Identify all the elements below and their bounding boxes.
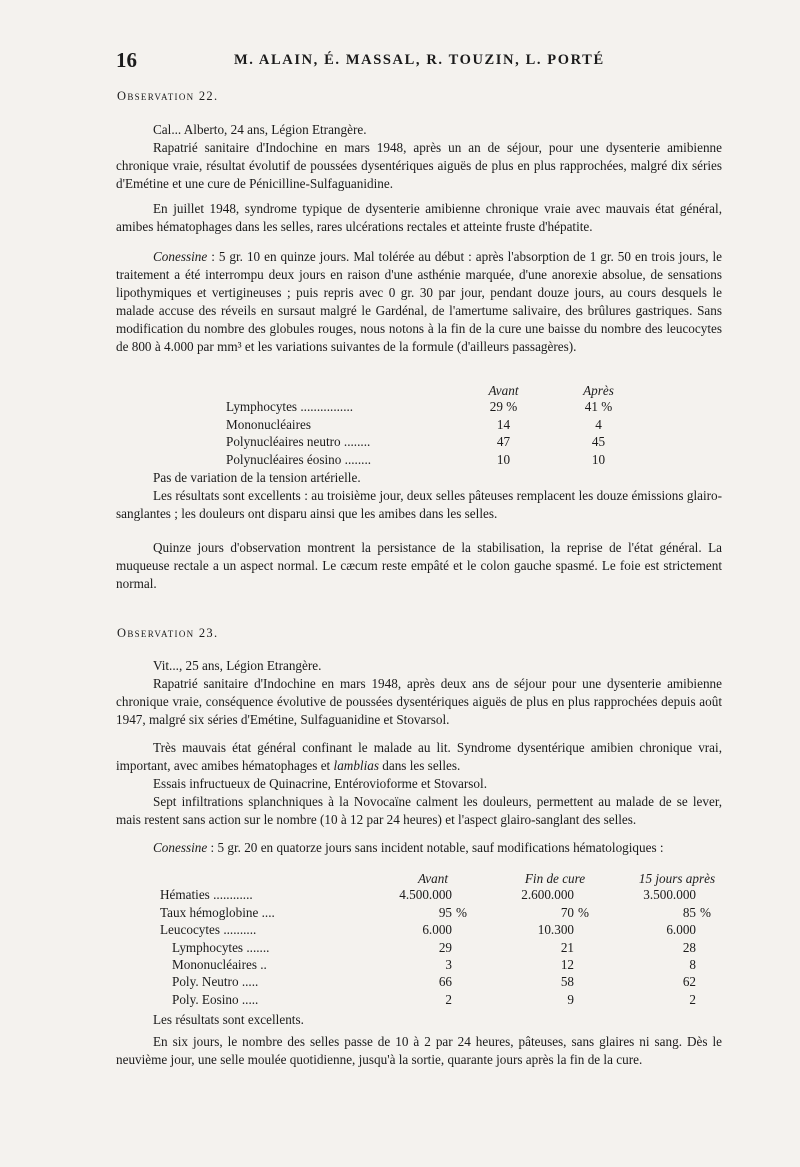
cell-after: 28: [682, 939, 696, 955]
running-head-authors: M. ALAIN, É. MASSAL, R. TOUZIN, L. PORTÉ: [234, 52, 605, 68]
col-before: Avant: [488, 382, 519, 398]
row-label: Lymphocytes ................: [226, 399, 354, 415]
cell-after: 6.000: [666, 922, 696, 938]
cell-end: 12: [560, 956, 574, 972]
obs22-july-text: En juillet 1948, syndrome typique de dysenterie amibienne chronique vraie avec mauvais état général, amibes hématophages dans les selles, rares ulcérations rectales et atteinte fruste d'hépatite.: [116, 201, 722, 234]
observation-23-title: Observation 23.: [117, 626, 219, 640]
obs22-followup-text: Quinze jours d'observation montrent la persistance de la stabilisation, la reprise de l'état général. La muqueuse rectale a un aspect normal. Le cæcum reste empâté et le colon gauche spasmé. Le foie est strictement normal.: [116, 540, 722, 591]
table-row: [226, 434, 646, 451]
unit: %: [601, 399, 613, 415]
row-label: Polynucléaires éosino ........: [226, 451, 372, 467]
table-header-row: [226, 382, 646, 399]
obs23-history: [116, 675, 722, 729]
table-row: [226, 452, 646, 469]
obs23-infiltrations: [116, 793, 722, 829]
cell-after: 45: [591, 434, 606, 450]
unit: %: [578, 904, 589, 920]
obs23-conessine-text: : 5 gr. 20 en quatorze jours sans incident notable, sauf modifications hématologiques :: [207, 840, 664, 855]
row-label: Taux hémoglobine ....: [160, 904, 275, 920]
value: 41: [584, 399, 598, 415]
obs23-conessine: [116, 839, 722, 857]
cell-before: 2: [445, 991, 452, 1007]
cell-before: 14: [496, 416, 511, 432]
row-label: Hématies ............: [160, 887, 253, 903]
value: 29: [489, 399, 503, 415]
cell-end: 2.600.000: [521, 887, 574, 903]
cell-after: 10: [591, 451, 606, 467]
page-number: 16: [116, 48, 137, 72]
observation-22-title: Observation 22.: [117, 89, 219, 103]
obs23-state: [116, 739, 722, 775]
cell-before: [456, 399, 551, 416]
table-row: [160, 957, 738, 974]
obs23-history-text: Rapatrié sanitaire d'Indochine en mars 1948, après deux ans de séjour pour une dysenterie amibienne chronique vraie, conséquence évolutive de poussées dysentériques aiguës de plus en plus rapprochées depuis août 1947, malgré six séries d'Emétine, Sulfaguanidine et Stovarsol.: [116, 676, 722, 727]
obs22-tension: [116, 469, 722, 487]
row-label: Polynucléaires neutro ........: [226, 434, 371, 450]
obs22-followup: [116, 539, 722, 593]
obs22-tension-text: Pas de variation de la tension artérielle.: [153, 470, 361, 485]
obs22-conessine-text: : 5 gr. 10 en quinze jours. Mal tolérée au début : après l'absorption de 1 gr. 50 en trois jours, le traitement a été interrompu deux jours en raison d'une asthénie marquée, d'une anorexie absolue, de sensations lipothymiques et vertigineuses ; puis repris avec 0 gr. 30 par jour, pendant douze jours, au cours desquels le malade accuse des réveils en sursaut malgré le Gardénal, de l'amertume salivaire, des brûlures gastriques. Sans modification du nombre des globules rouges, nous notons à la fin de la cure une baisse du nombre des leucocytes de 800 à 4.000 par mm³ et les variations suivantes de la formule (d'ailleurs passagères).: [116, 249, 722, 354]
obs22-results: [116, 487, 722, 523]
obs23-state-text: Très mauvais état général confinant le malade au lit. Syndrome dysentérique amibien chronique vrai, important, avec amibes hématophages et: [116, 740, 722, 773]
cell-before: 66: [438, 974, 452, 990]
col-after: 15 jours après: [638, 870, 716, 886]
cell-after: 3.500.000: [643, 887, 696, 903]
table-row: [226, 417, 646, 434]
cell-before: 47: [496, 434, 511, 450]
unit: %: [506, 399, 518, 415]
table-row: [226, 399, 646, 416]
col-before: Avant: [417, 870, 449, 886]
cell-after: 85: [682, 904, 696, 920]
obs22-conessine-label: Conessine: [153, 249, 208, 264]
cell-before: 10: [496, 451, 511, 467]
obs22-history-text: Rapatrié sanitaire d'Indochine en mars 1948, après un an de séjour, pour une dysenterie amibienne chronique vraie, résultat évolutif de poussées dysentériques aiguës de plus en plus rapprochées, malgré dix séries d'Emétine et une cure de Pénicilline-Sulfaguanidine.: [116, 140, 722, 191]
cell-end: 10.300: [537, 922, 574, 938]
obs22-results-text: Les résultats sont excellents : au troisième jour, deux selles pâteuses remplacent les douze émissions glairo-sanglantes ; les douleurs ont disparu ainsi que les amibes dans les selles.: [116, 488, 722, 521]
cell-after: [551, 399, 646, 416]
table-row: [160, 940, 738, 957]
row-label: Mononucléaires: [226, 416, 311, 432]
col-after: Après: [583, 382, 614, 398]
obs22-july: [116, 200, 722, 236]
table-row: [160, 887, 738, 904]
cell-after: 4: [595, 416, 602, 432]
obs23-hematology-table: [160, 870, 738, 1009]
obs23-conessine-label: Conessine: [153, 840, 208, 855]
table-header-row: [160, 870, 738, 887]
obs23-results-text: Les résultats sont excellents.: [153, 1012, 304, 1027]
row-label: Leucocytes ..........: [160, 922, 257, 938]
cell-end: 70: [560, 904, 574, 920]
obs22-conessine: [116, 248, 722, 355]
cell-before: 6.000: [422, 922, 452, 938]
cell-end: 9: [567, 991, 574, 1007]
table-row: [160, 922, 738, 939]
obs23-infiltrations-text: Sept infiltrations splanchniques à la Novocaïne calment les douleurs, permettent au malade de se lever, mais restent sans action sur le nombre (10 à 12 par 24 heures) et l'aspect glairo-sanglant des selles.: [116, 794, 722, 827]
row-label: Poly. Neutro .....: [172, 974, 259, 990]
cell-before: 3: [445, 956, 452, 972]
page-header: [116, 48, 716, 72]
cell-before: 4.500.000: [399, 887, 452, 903]
cell-after: 8: [689, 956, 696, 972]
table-row: [160, 905, 738, 922]
obs23-followup: [116, 1033, 722, 1069]
cell-before: 95: [438, 904, 452, 920]
cell-after: 2: [689, 991, 696, 1007]
row-label: Poly. Eosino .....: [172, 991, 259, 1007]
obs23-trials-text: Essais infructueux de Quinacrine, Entérovioforme et Stovarsol.: [153, 776, 487, 791]
obs23-results: [116, 1011, 722, 1029]
obs22-formula-table: [226, 382, 646, 469]
obs23-followup-text: En six jours, le nombre des selles passe de 10 à 2 par 24 heures, pâteuses, sans glaires ni sang. Dès le neuvième jour, une selle moulée quotidienne, jusqu'à la sortie, quarante jours après la fin de la cure.: [116, 1034, 722, 1067]
obs23-state-text-end: dans les selles.: [378, 757, 461, 773]
obs22-patient: [116, 121, 722, 139]
cell-end: 58: [560, 974, 574, 990]
table-row: [160, 992, 738, 1009]
obs23-lamblias: lamblias: [333, 757, 379, 773]
obs23-patient: [116, 657, 722, 675]
obs23-trials: [116, 775, 722, 793]
obs22-patient-text: Cal... Alberto, 24 ans, Légion Etrangère.: [153, 122, 367, 137]
cell-end: 21: [560, 939, 574, 955]
row-label: Mononucléaires ..: [172, 956, 267, 972]
obs23-patient-text: Vit..., 25 ans, Légion Etrangère.: [153, 658, 322, 673]
col-end: Fin de cure: [524, 870, 586, 886]
cell-after: 62: [682, 974, 696, 990]
unit: %: [700, 904, 711, 920]
row-label: Lymphocytes .......: [172, 939, 270, 955]
obs22-history: [116, 139, 722, 193]
cell-before: 29: [438, 939, 452, 955]
table-row: [160, 974, 738, 991]
unit: %: [456, 904, 467, 920]
